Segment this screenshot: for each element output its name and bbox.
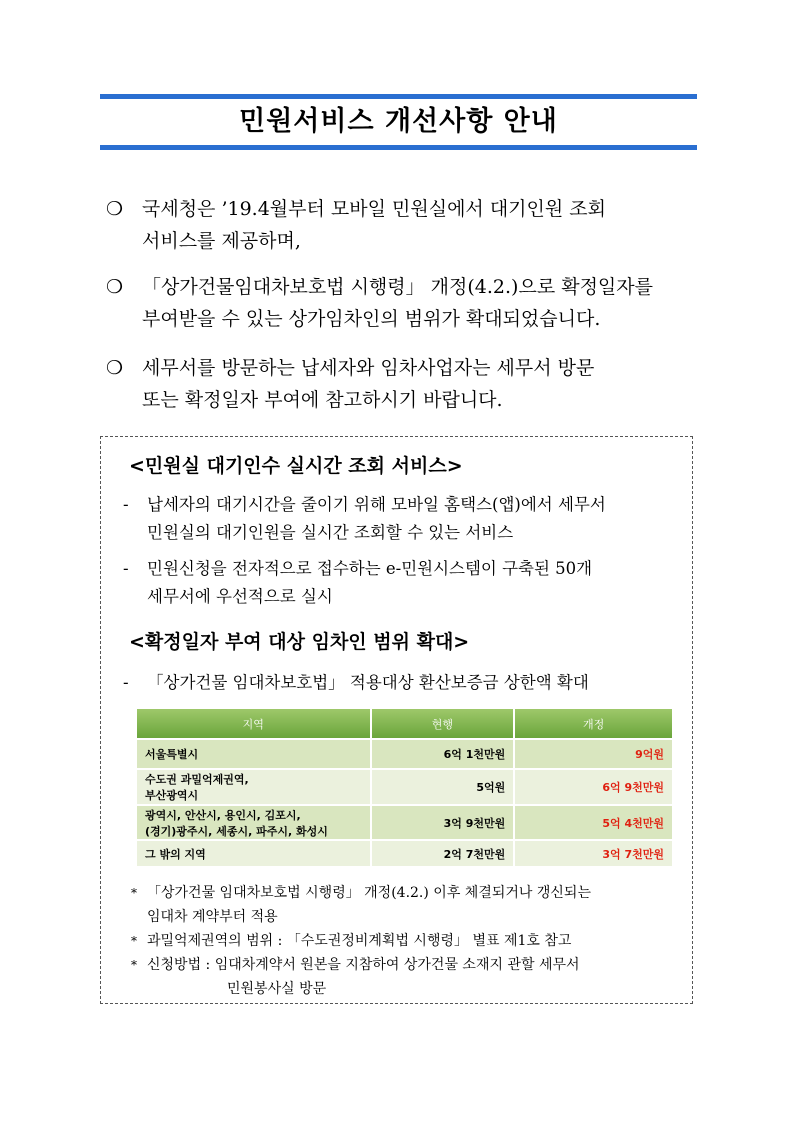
region-line: 서울특별시: [145, 748, 199, 761]
list-item: [123, 555, 679, 611]
region-line: 수도권 과밀억제권역,: [145, 773, 249, 786]
footnote-line: 「상가건물 임대차보호법 시행령」 개정(4.2.) 이후 체결되거나 갱신되는: [147, 885, 591, 901]
revised-cell: 6억 9천만원: [514, 769, 673, 805]
footnote-line: 신청방법 : 임대차계약서 원본을 지참하여 상가건물 소재지 관할 세무서: [147, 957, 580, 973]
footnote-line: 과밀억제권역의 범위 : 「수도권정비계획법 시행령」 별표 제1호 참고: [147, 933, 572, 949]
list-item-line: 민원신청을 전자적으로 접수하는 e-민원시스템이 구축된 50개: [147, 559, 593, 578]
region-cell: [137, 739, 371, 769]
region-cell: [137, 769, 371, 805]
paragraph-line: 세무서를 방문하는 납세자와 임차사업자는 세무서 방문: [142, 357, 595, 379]
bullet-circle-icon: ❍: [106, 276, 124, 298]
region-line: 부산광역시: [145, 789, 199, 802]
info-box: [100, 436, 693, 1004]
current-cell: 5억원: [371, 769, 515, 805]
footnote: [131, 929, 679, 953]
region-line: 그 밖의 지역: [145, 847, 206, 861]
table-row: [137, 840, 673, 867]
region-line: 광역시, 안산시, 용인시, 김포시,: [145, 808, 301, 822]
revised-cell: 3억 7천만원: [514, 840, 673, 867]
paragraph-2: [106, 271, 698, 335]
section-heading-waiting-service: <민원실 대기인수 실시간 조회 서비스>: [129, 455, 463, 477]
paragraph-line: 또는 확정일자 부여에 참고하시기 바랍니다.: [142, 389, 503, 411]
list-item: [123, 669, 679, 697]
paragraph-line: 부여받을 수 있는 상가임차인의 범위가 확대되었습니다.: [142, 308, 601, 330]
asterisk-marker: *: [131, 886, 137, 900]
dash-marker: -: [123, 559, 129, 578]
current-cell: 2억 7천만원: [371, 840, 515, 867]
page-title: 민원서비스 개선사항 안내: [239, 106, 558, 137]
revised-cell: 5억 4천만원: [514, 805, 673, 840]
title-bottom-rule: [100, 145, 697, 150]
deposit-limit-table: [137, 709, 674, 868]
list-item-line: 납세자의 대기시간을 줄이기 위해 모바일 홈택스(앱)에서 세무서: [147, 495, 606, 514]
header-current: 현행: [371, 709, 515, 739]
region-cell: [137, 805, 371, 840]
region-cell: [137, 840, 371, 867]
bullet-circle-icon: ❍: [106, 357, 124, 379]
asterisk-marker: *: [131, 934, 137, 948]
revised-cell: 9억원: [514, 739, 673, 769]
list-item-line: 세무서에 우선적으로 실시: [147, 587, 333, 606]
current-cell: 6억 1천만원: [371, 739, 515, 769]
list-item: [123, 491, 679, 547]
list-item-line: 「상가건물 임대차보호법」 적용대상 환산보증금 상한액 확대: [147, 673, 589, 692]
paragraph-1: [106, 193, 698, 257]
header-region: 지역: [137, 709, 371, 739]
paragraph-line: 국세청은 ’19.4월부터 모바일 민원실에서 대기인원 조회: [142, 198, 606, 220]
footnote: [131, 881, 679, 929]
footnote: [131, 953, 679, 1001]
table-row: [137, 769, 673, 805]
current-cell: 3억 9천만원: [371, 805, 515, 840]
dash-marker: -: [123, 673, 129, 692]
asterisk-marker: *: [131, 958, 137, 972]
footnote-line: 민원봉사실 방문: [227, 981, 327, 997]
table-row: [137, 805, 673, 840]
region-line: (경기)광주시, 세종시, 파주시, 화성시: [145, 824, 328, 838]
paragraph-line: 「상가건물임대차보호법 시행령」 개정(4.2.)으로 확정일자를: [142, 276, 653, 298]
header-revised: 개정: [514, 709, 673, 739]
table-row: [137, 739, 673, 769]
table-header-row: [137, 709, 673, 739]
list-item-line: 민원실의 대기인원을 실시간 조회할 수 있는 서비스: [147, 523, 514, 542]
section-heading-lease-scope: <확정일자 부여 대상 임차인 범위 확대>: [129, 631, 470, 653]
footnote-line: 임대차 계약부터 적용: [147, 909, 278, 925]
title-block: [100, 94, 697, 150]
dash-marker: -: [123, 495, 129, 514]
paragraph-line: 서비스를 제공하며,: [142, 230, 301, 252]
paragraph-3: [106, 352, 698, 416]
bullet-circle-icon: ❍: [106, 198, 124, 220]
